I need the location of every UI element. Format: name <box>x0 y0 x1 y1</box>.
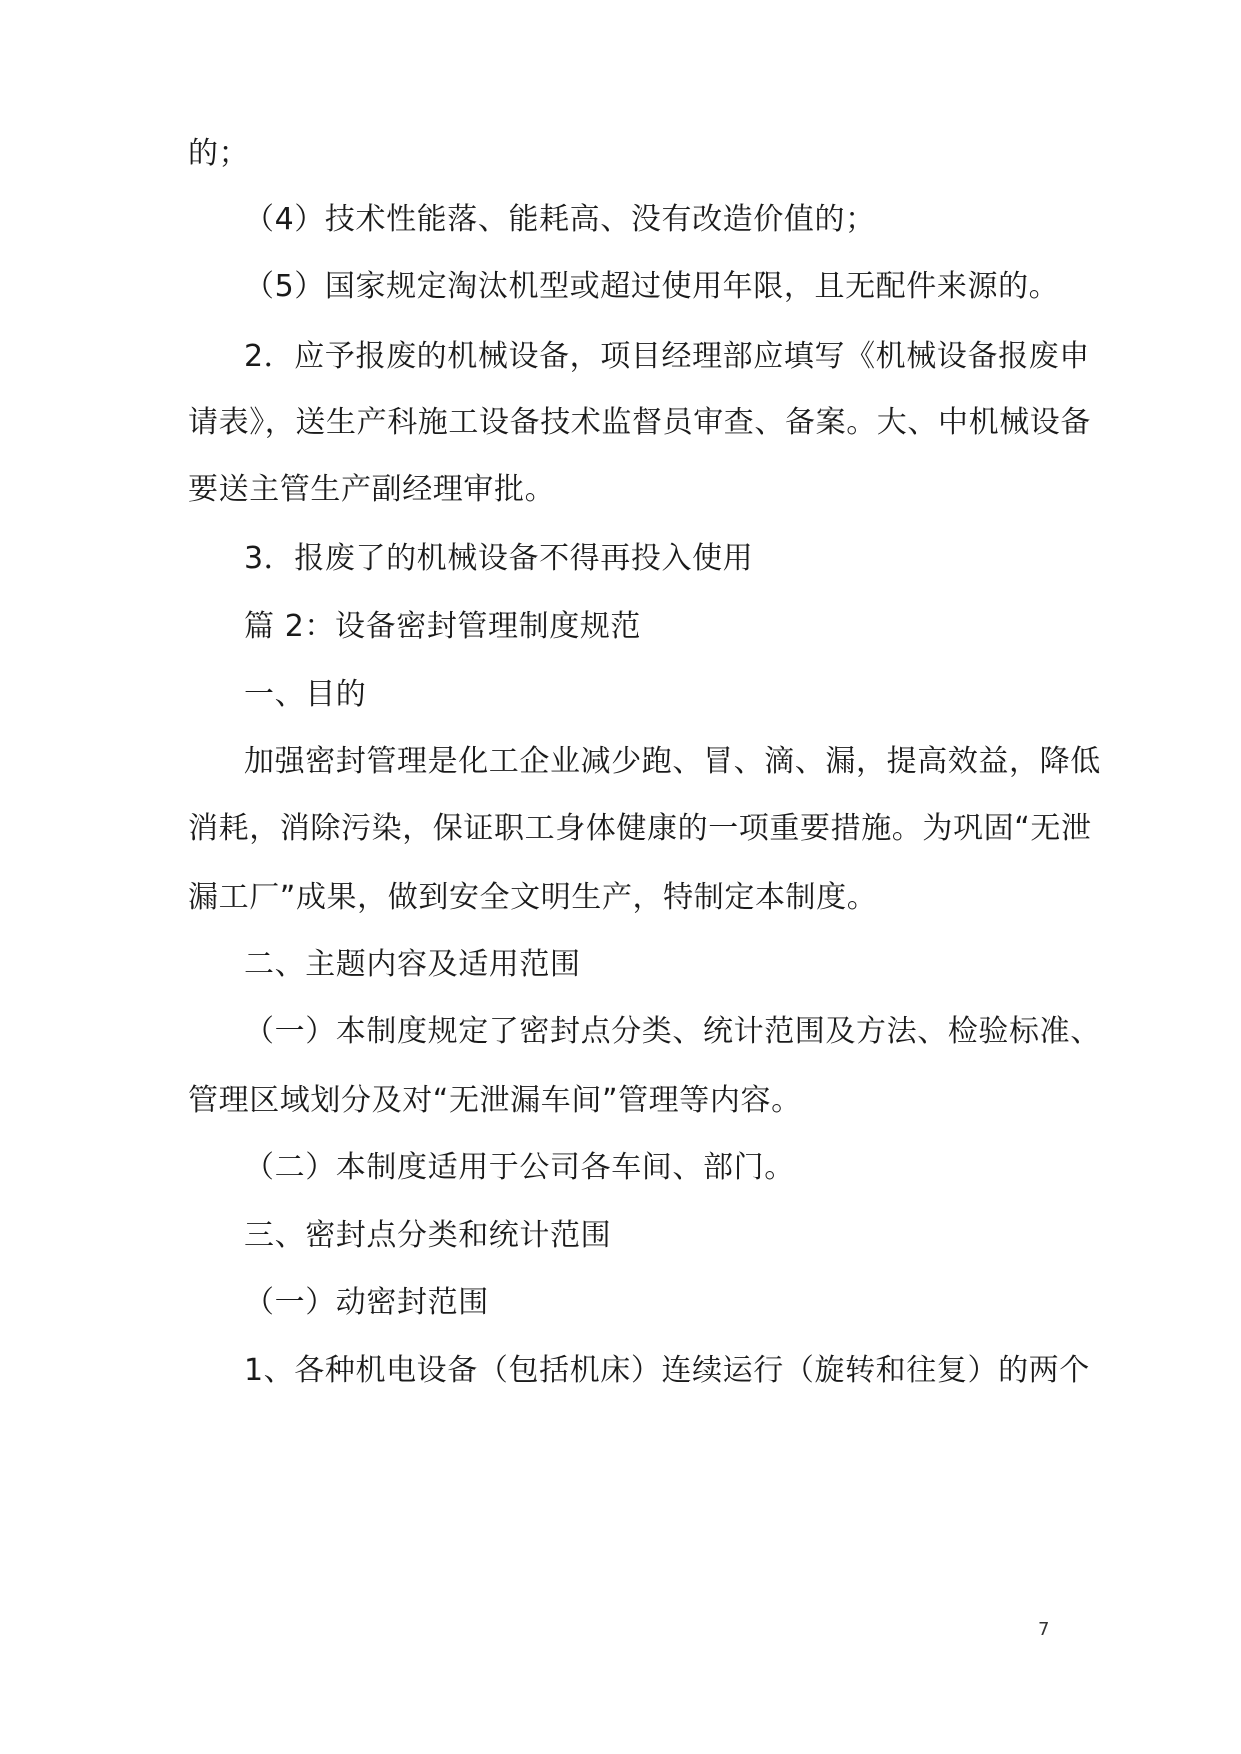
paragraph-line: 3．报废了的机械设备不得再投入使用 <box>244 541 754 576</box>
subsection-heading: （一）动密封范围 <box>244 1285 489 1320</box>
paragraph-line: （二）本制度适用于公司各车间、部门。 <box>244 1150 795 1185</box>
section-heading: 二、主题内容及适用范围 <box>244 947 581 982</box>
paragraph-line: 2．应予报废的机械设备，项目经理部应填写《机械设备报废申 <box>244 339 1090 374</box>
paragraph-line: 请表》，送生产科施工设备技术监督员审查、备案。大、中机械设备 <box>188 405 1091 440</box>
paragraph-line: 漏工厂”成果，做到安全文明生产，特制定本制度。 <box>188 880 878 915</box>
paragraph-line: 1、各种机电设备（包括机床）连续运行（旋转和往复）的两个 <box>244 1353 1090 1388</box>
paragraph-line: （5）国家规定淘汰机型或超过使用年限，且无配件来源的。 <box>244 269 1060 304</box>
paragraph-line: 加强密封管理是化工企业减少跑、冒、滴、漏，提高效益，降低 <box>244 744 1101 779</box>
paragraph-line: 管理区域划分及对“无泄漏车间”管理等内容。 <box>188 1083 802 1118</box>
paragraph-line: （一）本制度规定了密封点分类、统计范围及方法、检验标准、 <box>244 1014 1101 1049</box>
paragraph-line: 要送主管生产副经理审批。 <box>188 472 556 507</box>
section-heading: 篇 2：设备密封管理制度规范 <box>244 609 642 644</box>
section-heading: 一、目的 <box>244 677 367 712</box>
paragraph-line: 消耗，消除污染，保证职工身体健康的一项重要措施。为巩固“无泄 <box>188 811 1092 846</box>
paragraph-line: 的； <box>188 136 250 171</box>
section-heading: 三、密封点分类和统计范围 <box>244 1218 612 1253</box>
page-number: 7 <box>1038 1619 1050 1640</box>
paragraph-line: （4）技术性能落、能耗高、没有改造价值的； <box>244 202 876 237</box>
